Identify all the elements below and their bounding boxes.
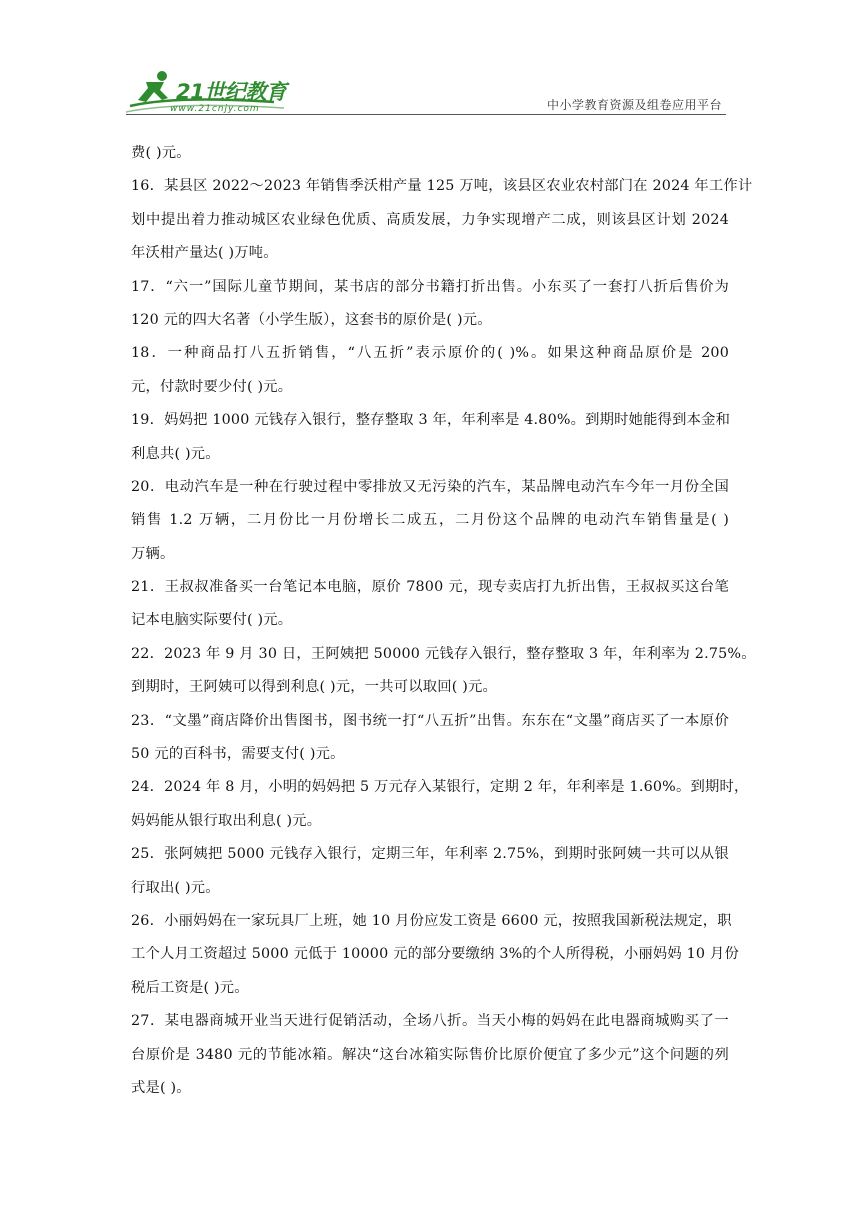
text-line: 万辆。 xyxy=(131,545,175,562)
text-line: 50 元的百科书，需要支付( )元。 xyxy=(131,746,345,763)
text-line: 利息共( )元。 xyxy=(131,445,220,462)
text-line: 27．某电器商城开业当天进行促销活动，全场八折。当天小梅的妈妈在此电器商城购买了一 xyxy=(131,1013,729,1030)
text-line: 税后工资是( )元。 xyxy=(131,979,249,996)
text-line: 26．小丽妈妈在一家玩具厂上班，她 10 月份应发工资是 6600 元，按照我国新税法规定，职 xyxy=(131,912,732,929)
header-divider xyxy=(126,114,726,115)
logo-text: 21世纪教育 xyxy=(176,80,287,104)
text-line: 式是( )。 xyxy=(131,1079,191,1096)
text-line: 17．“六一”国际儿童节期间，某书店的部分书籍打折出售。小东买了一套打八折后售价为 xyxy=(131,278,729,295)
text-line: 24．2024 年 8 月，小明的妈妈把 5 万元存入某银行，定期 2 年，年利率是 1.60%。到期时， xyxy=(131,779,749,796)
text-line: 18．一种商品打八五折销售，“八五折”表示原价的( )%。如果这种商品原价是 200 xyxy=(131,345,729,362)
text-line: 19．妈妈把 1000 元钱存入银行，整存整取 3 年，年利率是 4.80%。到期时她能得到本金和 xyxy=(131,412,731,429)
text-line: 23．“文墨”商店降价出售图书，图书统一打“八五折”出售。东东在“文墨”商店买了一本原价 xyxy=(131,712,729,729)
question-list xyxy=(131,139,756,1107)
text-line: 记本电脑实际要付( )元。 xyxy=(131,612,293,629)
text-line: 妈妈能从银行取出利息( )元。 xyxy=(131,812,322,829)
text-line: 销售 1.2 万辆，二月份比一月份增长二成五，二月份这个品牌的电动汽车销售量是( ) xyxy=(131,512,729,529)
text-line: 费( )元。 xyxy=(131,145,191,161)
text-line: 年沃柑产量达( )万吨。 xyxy=(131,245,278,262)
platform-name: 中小学教育资源及组卷应用平台 xyxy=(546,98,722,112)
text-line: 行取出( )元。 xyxy=(131,879,220,896)
text-line: 21．王叔叔准备买一台笔记本电脑，原价 7800 元，现专卖店打九折出售，王叔叔买这台笔 xyxy=(131,579,729,596)
text-line: 工个人月工资超过 5000 元低于 10000 元的部分要缴纳 3%的个人所得税，小丽妈妈 10 月份 xyxy=(131,946,739,963)
text-line: 元，付款时要少付( )元。 xyxy=(131,378,293,395)
text-line: 到期时，王阿姨可以得到利息( )元，一共可以取回( )元。 xyxy=(131,679,498,696)
text-line: 20．电动汽车是一种在行驶过程中零排放又无污染的汽车，某品牌电动汽车今年一月份全国 xyxy=(131,478,729,495)
page-header xyxy=(120,64,726,116)
text-line: 16．某县区 2022～2023 年销售季沃柑产量 125 万吨，该县区农业农村部门在 2024 年工作计 xyxy=(131,178,753,195)
text-line: 台原价是 3480 元的节能冰箱。解决“这台冰箱实际售价比原价便宜了多少元”这个问题的列 xyxy=(131,1046,729,1063)
text-line: 22．2023 年 9 月 30 日，王阿姨把 50000 元钱存入银行，整存整取 3 年，年利率为 2.75%。 xyxy=(131,645,756,662)
text-line: 120 元的四大名著（小学生版），这套书的原价是( )元。 xyxy=(131,311,492,328)
text-line: 划中提出着力推动城区农业绿色优质、高质发展，力争实现增产二成，则该县区计划 2024 xyxy=(131,211,729,228)
logo-url: www.21cnjy.com xyxy=(170,104,260,114)
text-line: 25．张阿姨把 5000 元钱存入银行，定期三年，年利率 2.75%，到期时张阿姨一共可以从银 xyxy=(131,846,729,863)
logo xyxy=(124,68,324,116)
